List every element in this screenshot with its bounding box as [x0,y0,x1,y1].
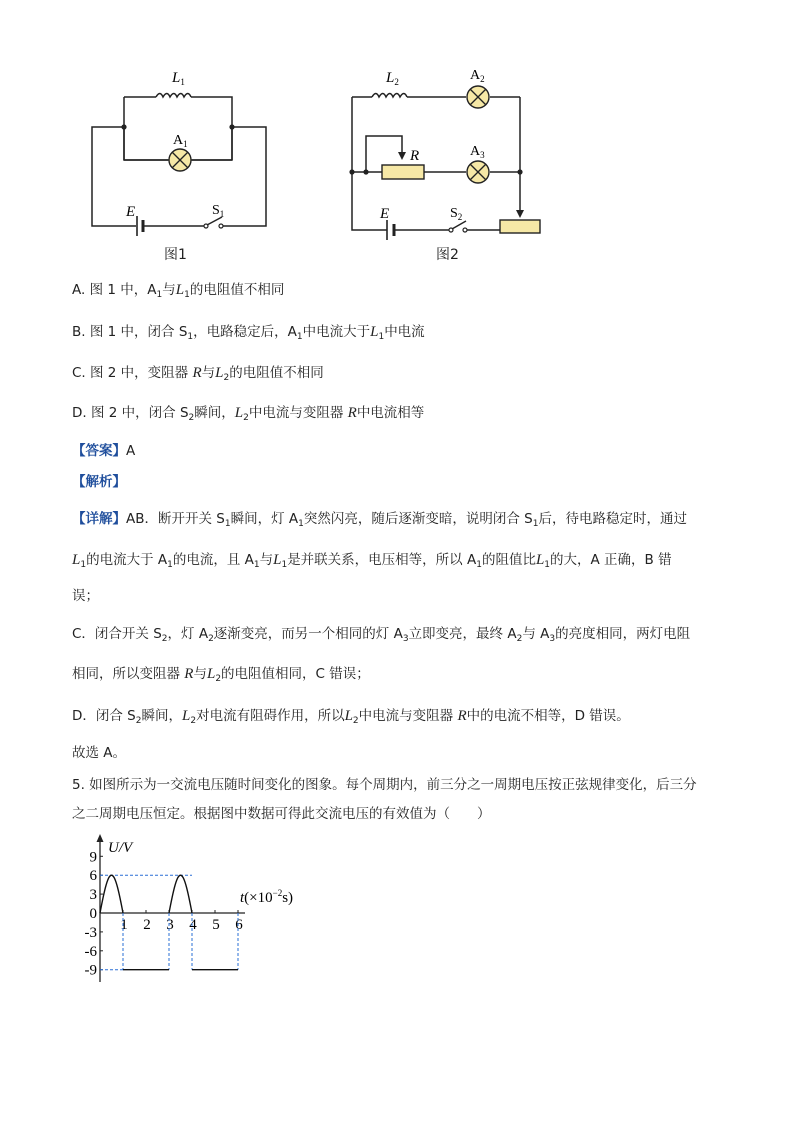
detail-line-1: 【详解】AB．断开开关 $S_1$瞬间，灯 $A_1$突然闪亮，随后逐渐变暗，说明闭合 $S_1$后，待电路稳定时，通过 [72,511,687,529]
x-tick-label: 3 [166,917,174,933]
svg-text:S1: $S_1$ [212,203,225,219]
lamp-a1 [169,149,191,171]
y-tick-label: 0 [89,906,97,922]
x-axis-label: $t(\times 10^{-2}s)$ [240,888,294,906]
switch-s2 [449,221,467,232]
lamp-a3 [467,161,489,183]
svg-text:S2: $S_2$ [450,206,463,222]
detail-line-7: 故选 A。 [72,745,127,761]
analysis-tag: 【解析】 [72,474,126,490]
y-tick-label: 3 [89,887,97,904]
y-tick-label: -6 [84,943,97,960]
detail-line-4: C．闭合开关 $S_2$，灯 $A_2$逐渐变亮，而另一个相同的灯 $A_3$立即变亮，最终 $A_2$与 $A_3$的亮度相同，两灯电阻 [72,626,691,644]
option-a[interactable]: A. 图 1 中，$A_1$与$L_1$的电阻值不相同 [72,282,285,300]
answer-line [72,441,135,461]
y-tick-label: -9 [84,962,97,979]
svg-text:E: E [380,206,390,222]
inductor-l2 [372,94,407,98]
figure-2-caption: 图2 [436,247,459,263]
voltage-time-chart [80,832,330,992]
figure-1-caption: 图1 [164,247,187,263]
x-tick-label: 6 [235,917,243,933]
svg-text:L2: $L_2$ [386,70,399,87]
x-tick-label: 4 [189,917,197,933]
svg-text:A1: $A_1$ [173,133,188,149]
svg-text:A2: $A_2$ [470,68,485,84]
svg-text:L1: $L_1$ [172,70,185,87]
answer-value: A [126,443,136,459]
resistor-box [500,220,540,233]
analysis-line [72,472,126,492]
option-c[interactable]: C. 图 2 中，变阻器 R与$L_2$的电阻值不相同 [72,365,324,383]
answer-tag: 【答案】 [72,443,126,459]
detail-line-5: 相同，所以变阻器 R与$L_2$的电阻值相同，C 错误； [72,666,370,684]
detail-line-6: D．闭合 $S_2$瞬间，$L_2$对电流有阻碍作用，所以$L_2$中电流与变阻器 R中的电流不相等，D 错误。 [72,708,630,726]
figure-2-circuit [340,60,560,250]
svg-text:E: E [126,204,136,220]
lamp-a2 [467,86,489,108]
x-tick-label: 1 [120,917,128,933]
x-tick-label: 5 [212,917,220,933]
question-5-line-2: 之二周期电压恒定。根据图中数据可得此交流电压的有效值为（ ） [72,806,491,822]
x-tick-label: 2 [143,917,151,933]
detail-line-3: 误； [72,588,99,604]
svg-text:R: R [410,148,420,164]
svg-text:A3: $A_3$ [470,144,485,160]
y-axis-label: U/V [108,840,133,856]
option-b[interactable]: B. 图 1 中，闭合 $S_1$，电路稳定后，$A_1$中电流大于$L_1$中电流 [72,324,425,342]
option-d[interactable]: D. 图 2 中，闭合 $S_2$瞬间，$L_2$中电流与变阻器 R中电流相等 [72,405,425,423]
battery-e [137,216,143,236]
y-tick-label: 9 [89,849,97,866]
question-5-line-1: 5. 如图所示为一交流电压随时间变化的图象。每个周期内，前三分之一周期电压按正弦规律变化，后三分 [72,777,697,793]
series-half-sine-0 [100,875,123,913]
inductor-l1 [156,94,191,98]
detail-line-2: $L_1$的电流大于 $A_1$的电流，且 $A_1$与$L_1$是并联关系，电压相等，所以 $A_1$的阻值比$L_1$的大，A 正确，B 错 [72,552,672,570]
series-half-sine-2 [169,875,192,913]
y-tick-label: -3 [84,924,97,941]
y-axis-arrow [97,834,104,842]
figure-1-circuit [80,60,280,250]
y-tick-label: 6 [89,868,97,885]
battery-e2 [387,220,394,240]
rheostat-r [382,165,424,179]
